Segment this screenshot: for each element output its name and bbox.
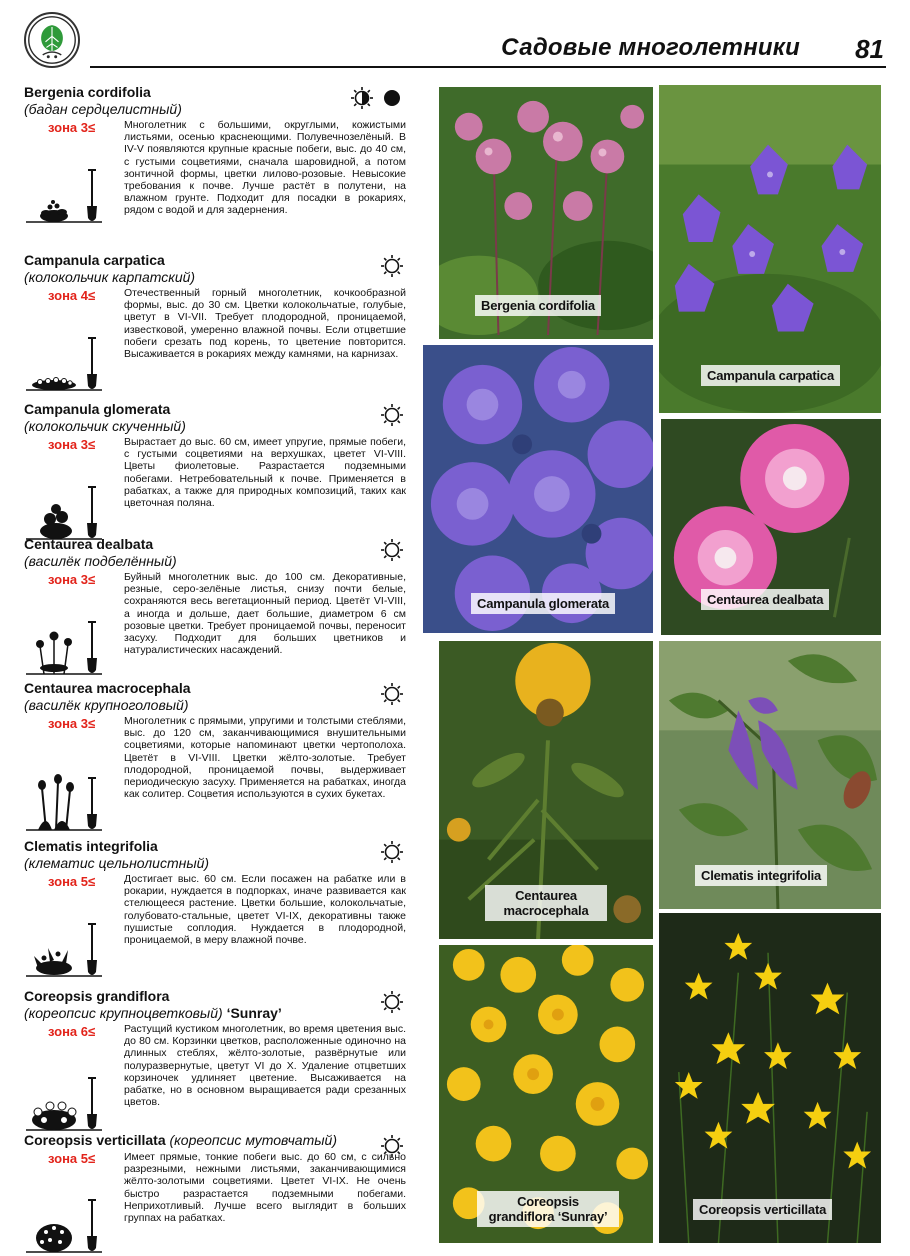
sun-icon	[380, 538, 404, 562]
carpatica-photo-image	[659, 85, 881, 413]
sun-icon	[380, 990, 404, 1014]
header-divider	[90, 66, 886, 68]
photo-caption: Bergenia cordifolia	[475, 295, 601, 316]
entry-latin-name: Clematis integrifolia	[24, 838, 158, 854]
photo-campanula-glomerata	[422, 344, 654, 634]
entry-latin-name: Centaurea macrocephala	[24, 680, 191, 696]
plant-shovel-figure	[24, 164, 104, 226]
photo-centaurea-macrocephala	[438, 640, 654, 940]
zone-label: зона 5≤	[48, 874, 96, 889]
zone-label: зона 3≤	[48, 120, 96, 135]
entry-description: Буйный многолетник выс. до 100 см. Декоративные, резные, серо-зелёные листья, снизу почти белые, сохраняются весь вегетационный период. Цветёт VI-VIII, а иногда и дольше, дает большие, диаметром 6 см розовые цветки. Требует проницаемой почвы, переносит засуху. Подходит для больших цветников и натуралистических насаждений.	[124, 571, 406, 657]
zone-label: зона 4≤	[48, 288, 96, 303]
photo-caption: Campanula carpatica	[701, 365, 840, 386]
photo-caption: Centaurea macrocephala	[485, 885, 607, 921]
entry-description: Достигает выс. 60 см. Если посажен на рабатке или в рокарии, нуждается в подпорках, иначе развивается как стелющееся растение. Цветки большие, колокольчатые, голубовато-стальные, цветет VI-IX, декоративны также пушистые соплодия. Нуждается в плодородной, проницаемой, в меру влажной почве.	[124, 873, 406, 947]
entry-russian-name: (бадан сердцелистный)	[24, 101, 182, 117]
photo-bergenia-cordifolia	[438, 86, 654, 340]
entry-centaurea-macrocephala	[24, 680, 414, 840]
photo-grid	[436, 84, 884, 1248]
entry-russian-name: (кореопсис мутовчатый)	[169, 1132, 338, 1148]
zone-label: зона 3≤	[48, 716, 96, 731]
entry-clematis-integrifolia	[24, 838, 414, 978]
entry-russian-name: (кореопсис крупноцветковый)	[24, 1005, 223, 1021]
entry-centaurea-dealbata	[24, 536, 414, 676]
photo-caption: Coreopsis grandiflora ‘Sunray’	[477, 1191, 619, 1227]
plant-shovel-figure	[24, 1194, 104, 1256]
sun-icon	[380, 682, 404, 706]
page-header	[0, 0, 910, 80]
light-symbols	[380, 254, 404, 278]
entry-description: Растущий кустиком многолетник, во время цветения выс. до 80 см. Корзинки цветков, расположенные одиночно на длинных стеблях, жёлто-золотые, развёрнутые или полуразвернутые, цветут VI до X. Удаление отцветших корзиночек удлиняет цветение. Высаживается на рабатке, но в основном выращивается ради срезанных цветов.	[124, 1023, 406, 1109]
photo-caption: Clematis integrifolia	[695, 865, 827, 886]
photo-caption: Coreopsis verticillata	[693, 1199, 832, 1220]
sun-icon	[380, 403, 404, 427]
entry-latin-name: Centaurea dealbata	[24, 536, 154, 552]
shade-icon	[380, 86, 404, 110]
page-title: Садовые многолетники	[501, 34, 800, 61]
verticillata-photo-image	[659, 913, 881, 1243]
plant-shovel-figure	[24, 332, 104, 394]
entry-bergenia-cordifolia	[24, 84, 414, 234]
zone-label: зона 6≤	[48, 1024, 96, 1039]
light-symbols	[380, 990, 404, 1014]
light-symbols	[380, 840, 404, 864]
entry-russian-name: (колокольчик карпатский)	[24, 269, 196, 285]
plant-shovel-figure	[24, 918, 104, 980]
entry-cultivar: ‘Sunray’	[226, 1005, 282, 1021]
entry-russian-name: (василёк крупноголовый)	[24, 697, 189, 713]
entry-latin-name: Coreopsis verticillata	[24, 1132, 166, 1148]
light-symbols	[380, 538, 404, 562]
entry-russian-name: (колокольчик скученный)	[24, 418, 186, 434]
entry-russian-line	[24, 1005, 414, 1022]
photo-coreopsis-grandiflora	[438, 944, 654, 1244]
entry-latin-name: Campanula glomerata	[24, 401, 171, 417]
entry-description: Имеет прямые, тонкие побеги выс. до 60 см, с сильно разрезными, нежными листьями, заканчивающимися жёлто-золотыми соцветиями. Цветет VI-IX. Не очень быстро разрастается подземными побегами. Неприхотливый. Лучше всего выглядит в больших группах на рабатках.	[124, 1151, 406, 1225]
photo-centaurea-dealbata	[660, 418, 882, 636]
entry-description: Многолетник с прямыми, упругими и толстыми стеблями, выс. до 120 см, заканчивающимися внушительными соцветиями, которые напоминают цветки чертополоха. Цветёт в VI-VIII. Цветки жёлто-золотые. Требует плодородной, проницаемой почвы, выдерживает периодическую засуху. Применяется на рабатках, иногда как солитер. Соцветия используются в сухих букетах.	[124, 715, 406, 801]
entry-campanula-carpatica	[24, 252, 414, 382]
sun-icon	[380, 254, 404, 278]
entry-latin-name: Campanula carpatica	[24, 252, 165, 268]
plant-shovel-figure	[24, 1072, 104, 1134]
entry-coreopsis-verticillata	[24, 1132, 414, 1256]
photo-clematis-integrifolia	[658, 640, 882, 910]
light-symbols	[380, 682, 404, 706]
entry-campanula-glomerata	[24, 401, 414, 531]
zone-label: зона 3≤	[48, 572, 96, 587]
photo-caption: Campanula glomerata	[471, 593, 615, 614]
photo-coreopsis-verticillata	[658, 912, 882, 1244]
entry-title-line	[24, 1132, 414, 1149]
photo-caption: Centaurea dealbata	[701, 589, 829, 610]
plant-shovel-figure	[24, 616, 104, 678]
light-symbols	[380, 403, 404, 427]
entry-description: Вырастает до выс. 60 см, имеет упругие, прямые побеги, с густыми соцветиями на верхушках, цветет VI-VIII. Цветы фиолетовые. Разрастается подземными побегами. Нетребовательный к почве. Применяется в рабатках, а также для природных композиций, таких как цветочная поляна.	[124, 436, 406, 510]
entry-latin-name: Bergenia cordifolia	[24, 84, 151, 100]
entry-coreopsis-grandiflora	[24, 988, 414, 1128]
zone-label: зона 3≤	[48, 437, 96, 452]
entry-description: Отечественный горный многолетник, кочкообразной формы, выс. до 30 см. Цветки колокольчатые, голубые, цветут в VI-VII. Требует плодородной, проницаемой, известковой, умеренно влажной почвы. Если отцветшие побеги срезать под корень, то цветение повторится. Высаживается в рокариях между камнями, на карнизах.	[124, 287, 406, 361]
photo-campanula-carpatica	[658, 84, 882, 414]
sun-icon	[380, 840, 404, 864]
entry-russian-name: (клематис цельнолистный)	[24, 855, 210, 871]
entry-russian-name: (василёк подбелённый)	[24, 553, 177, 569]
plant-shovel-figure	[24, 772, 104, 834]
zone-label: зона 5≤	[48, 1151, 96, 1166]
half-sun-icon	[350, 86, 374, 110]
page-number: 81	[855, 34, 884, 64]
leaf-logo	[24, 12, 80, 68]
plant-shovel-figure	[24, 481, 104, 543]
glomerata-photo-image	[423, 345, 653, 633]
light-symbols	[350, 86, 404, 110]
entry-latin-name: Coreopsis grandiflora	[24, 988, 170, 1004]
plant-entries	[0, 80, 430, 1256]
entry-description: Многолетник с большими, округлыми, кожистыми листьями, осенью краснеющими. Полувечнозелёный. В IV-V появляются крупные красные побеги, выс. до 40 см, с густыми соцветиями, сначала шаровидной, а потом зонтичной формы, цветки лилово-розовые. Невысокие требования к почве. Лучше растёт в полутени, на влажном грунте. Подходит для посадки в рокариях, рядом с водой и для задернения.	[124, 119, 406, 217]
